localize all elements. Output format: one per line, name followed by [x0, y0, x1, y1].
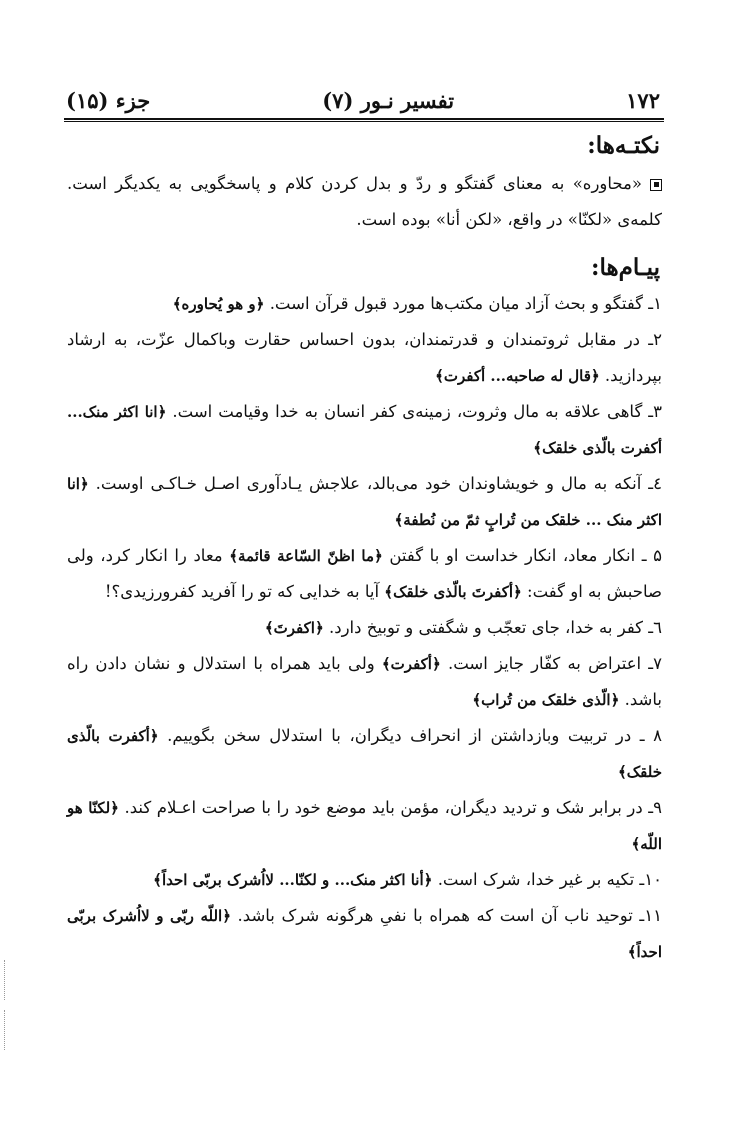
running-header [66, 82, 660, 118]
message-item-10 [67, 862, 662, 898]
quran-quote: ﴿و هو یُحاوره﴾ [172, 295, 265, 313]
book-title: تفسیر نـور (۷) [322, 87, 455, 113]
page-number: ۱۷۲ [626, 87, 660, 113]
quran-quote: ﴿أکفرت﴾ [381, 655, 441, 673]
message-item-7 [67, 646, 662, 718]
notes-text-b: «لکنّا» در واقع، «لکن أنا» بوده است. [356, 210, 613, 229]
notes-text-a: «محاوره» به معنای گفتگو و ردّ و بدل کردن کلام و پاسخگویی به یکدیگر است. کلمه‌ی [67, 174, 662, 229]
quran-quote: ﴿ما اظنّ السّاعة قائمة﴾ [229, 547, 383, 565]
quran-quote: ﴿أکفرتَ بالّذی خلقک﴾ [384, 583, 522, 601]
message-text: ۷ـ اعتراض به کفّار جایز است. [447, 654, 663, 673]
part-label: جزء (۱۵) [66, 87, 151, 113]
message-text: ولی باید همراه با استدلال و نشان دادن راه باشد. [67, 654, 662, 709]
quran-quote: ﴿أکفرت بالّذی خلقک﴾ [67, 727, 662, 781]
message-text: ۳ـ گاهی علاقه به مال وثروت، زمینه‌ی کفر انسان به خدا وقیامت است. [172, 402, 662, 421]
quran-quote: ﴿اللّه ربّی و لااُشرک بربّی احداً﴾ [67, 907, 662, 961]
message-item-11 [67, 898, 662, 970]
message-text: معاد را انکار کرد، ولی صاحبش به او گفت: [67, 546, 662, 601]
message-item-9 [67, 790, 662, 862]
message-item-6 [67, 610, 662, 646]
message-item-2 [67, 322, 662, 394]
scan-margin-mark [4, 1010, 6, 1050]
message-text: ۸ ـ در تربیت وبازداشتن از انحراف دیگران، با استدلال سخن بگوییم. [167, 726, 662, 745]
message-item-5 [67, 538, 662, 610]
message-text: ۱۰ـ تکیه بر غیر خدا، شرک است. [437, 870, 662, 889]
message-text: آیا به خدایی که تو را آفرید کفرورزیدی؟! [104, 582, 380, 601]
message-text: ۱۱ـ توحید ناب آن است که همراه با نفیِ هرگونه شرک باشد. [237, 906, 662, 925]
message-text: ۱ـ گفتگو و بحث آزاد میان مکتب‌ها مورد قبول قرآن است. [269, 294, 662, 313]
notes-paragraph [67, 166, 662, 238]
message-item-3 [67, 394, 662, 466]
message-text: ۵ ـ انکار معاد، انکار خداست او با گفتن [389, 546, 662, 565]
quran-quote: ﴿انا اکثر منک ... خلقک من تُرابٍ ثمّ من نُطفة﴾ [67, 475, 662, 529]
header-rule [64, 118, 664, 122]
message-text: ۲ـ در مقابل ثروتمندان و قدرتمندان، بدون احساس حقارت وباکمال عزّت، به ارشاد بپردازید. [67, 330, 662, 385]
message-item-1 [67, 286, 662, 322]
quran-quote: ﴿الّذی خلقک من تُراب﴾ [472, 691, 620, 709]
quran-quote: ﴿اکفرتَ﴾ [264, 619, 324, 637]
quran-quote: ﴿قال له صاحبه... أکفرت﴾ [435, 367, 600, 385]
square-bullet-icon [650, 179, 662, 191]
quran-quote: ﴿لکنّا هو اللّه﴾ [67, 799, 662, 853]
quran-quote: ﴿أنا اکثر منک... و لکنّا... لااُشرک بربّی احداً﴾ [153, 871, 433, 889]
messages-list [67, 286, 662, 970]
quran-quote: ﴿انا اکثر منک... أکفرت بالّذی خلقک﴾ [67, 403, 662, 457]
message-text: ٤ـ آنکه به مال و خویشاوندان خود می‌بالد، علاجش یـادآوری اصـل خـاکـی اوست. [95, 474, 662, 493]
message-text: ۹ـ در برابر شک و تردید دیگران، مؤمن باید موضع خود را با صراحت اعـلام کند. [124, 798, 663, 817]
message-text: ٦ـ کفر به خدا، جای تعجّب و شگفتی و توبیخ دارد. [328, 618, 662, 637]
messages-title: پیـام‌ها: [591, 254, 660, 281]
scan-margin-mark [4, 960, 6, 1000]
notes-title: نکتـه‌ها: [587, 132, 660, 159]
notes-block [67, 166, 662, 238]
message-item-8 [67, 718, 662, 790]
message-item-4 [67, 466, 662, 538]
